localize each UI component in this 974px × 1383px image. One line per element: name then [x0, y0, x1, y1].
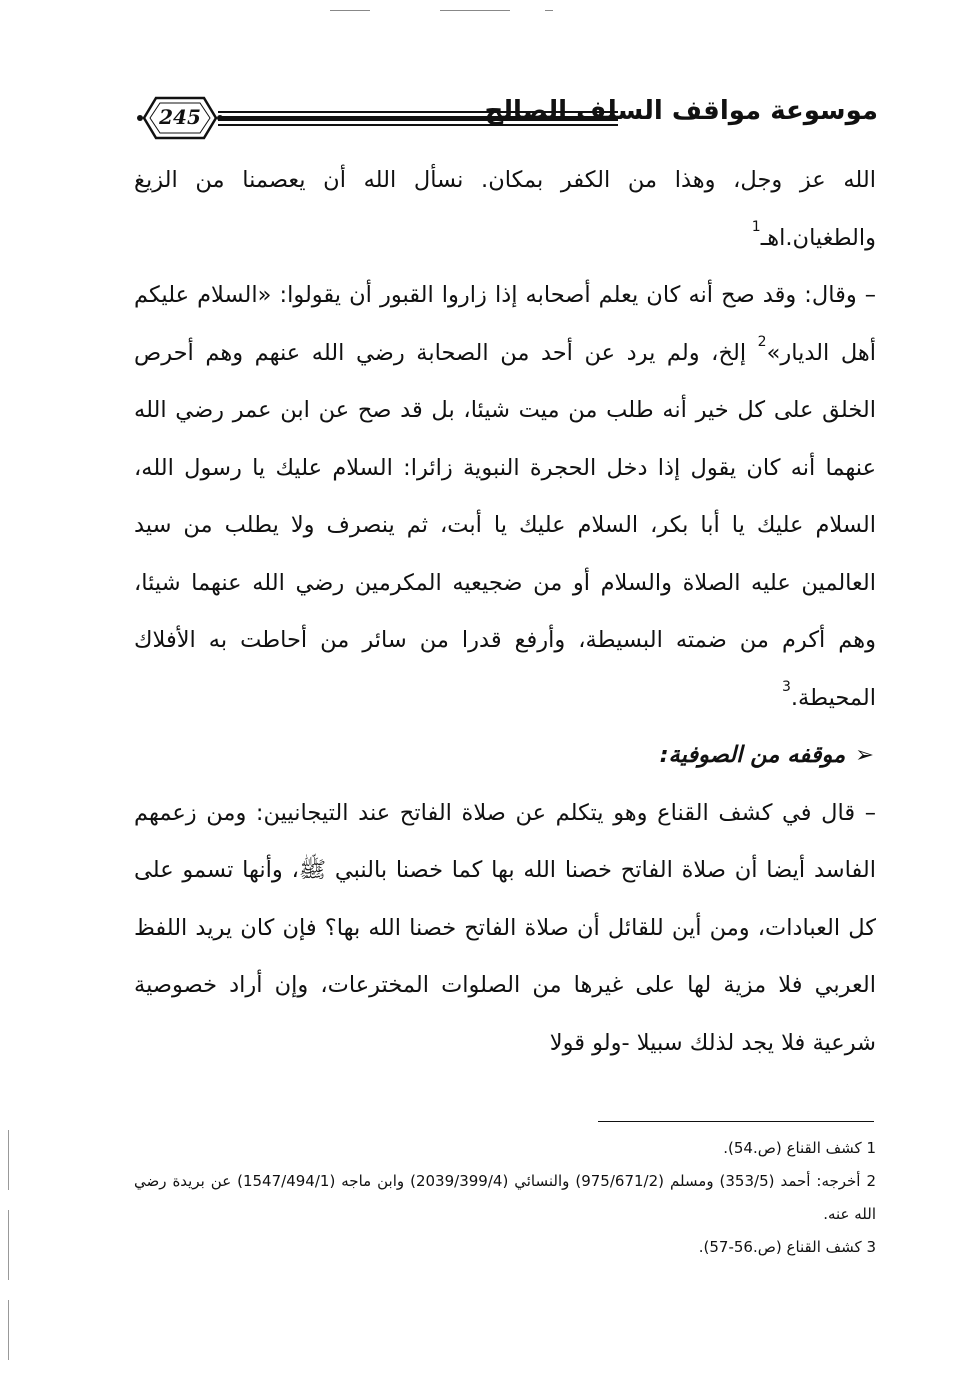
- footnote-separator: [598, 1121, 874, 1122]
- page-number: 245: [159, 105, 201, 129]
- paragraph: – وقال: وقد صح أنه كان يعلم أصحابه إذا زاروا القبور أن يقولوا: «السلام عليكم أهل الديار»$^2$ إلخ، ولم يرد عن أحد من الصحابة رضي الله عنهم وهم أحرص الخلق على كل خير أنه طلب من ميت شيئا، بل قد صح عن ابن عمر رضي الله عنهما أنه كان يقول إذا دخل الحجرة النبوية زائرا: السلام عليك يا رسول الله، السلام عليك يا أبا بكر، السلام عليك يا أبت، ثم ينصرف ولا يطلب من سيد العالمين عليه الصلاة والسلام أو من ضجيعيه المكرمين رضي الله عنهما شيئا، وهم أكرم من ضمته البسيطة، وأرفع قدرا من سائر من أحاطت به الأفلاك المحيطة.$^3$: [134, 282, 876, 711]
- footnote: 2 أخرجه: أحمد (353/5) ومسلم (975/671/2) والنسائي (2039/399/4) وابن ماجه (1547/494/1) عن بريدة رضي الله عنه.: [134, 1172, 876, 1223]
- footnote-ref: 3: [781, 678, 791, 695]
- footnote: 3 كشف القناع (ص.56-57).: [698, 1238, 876, 1256]
- main-text: [134, 152, 876, 1072]
- footnotes: [134, 1132, 876, 1264]
- footnote-ref: 2: [757, 333, 767, 350]
- footnote: 1 كشف القناع (ص.54).: [723, 1139, 876, 1157]
- section-heading: ➢موقفه من الصوفية:: [659, 742, 874, 768]
- scan-top-marks: [0, 6, 974, 20]
- page-number-badge: [136, 92, 224, 144]
- paragraph: الله عز وجل، وهذا من الكفر بمكان. نسأل الله أن يعصمنا من الزيغ والطغيان.اهـ$^1$: [134, 167, 876, 251]
- footnote-ref: 1: [751, 218, 761, 235]
- scan-margin-marks: [8, 1130, 10, 1380]
- running-title: موسوعة مواقف السلف الصالح: [484, 96, 878, 126]
- page-header: [136, 92, 878, 152]
- arrow-bullet-icon: ➢: [855, 742, 874, 768]
- paragraph: – قال في كشف القناع وهو يتكلم عن صلاة الفاتح عند التيجانيين: ومن زعمهم الفاسد أيضا أن صلاة الفاتح خصنا الله بها كما خصنا بالنبي ﷺ، وأنها تسمو على كل العبادات، ومن أين للقائل أن صلاة الفاتح خصنا الله بها؟ فإن كان يريد اللفظ العربي فلا مزية لها على غيرها من الصلوات المخترعات، وإن أراد خصوصية شرعية فلا يجد لذلك سبيلا -ولو قولا: [134, 799, 876, 1056]
